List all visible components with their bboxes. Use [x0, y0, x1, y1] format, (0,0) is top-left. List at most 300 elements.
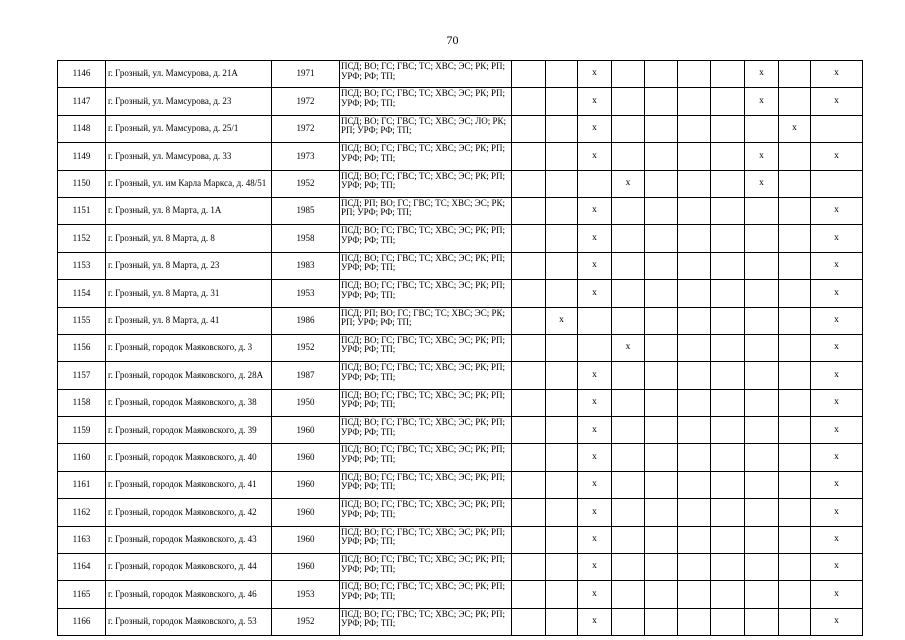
row-mark-3: x [578, 88, 612, 115]
row-mark-2 [546, 389, 578, 416]
row-mark-10: x [811, 280, 863, 307]
table-row [58, 88, 863, 115]
row-mark-6 [678, 61, 711, 88]
row-works: ПСД; ВО; ГС; ГВС; ТС; ХВС; ЭС; РК; РП; УРФ; РФ; ТП; [340, 362, 512, 389]
row-mark-2 [546, 170, 578, 197]
row-mark-10: x [811, 608, 863, 635]
row-mark-9 [779, 526, 811, 553]
row-mark-1 [512, 61, 546, 88]
row-mark-3: x [578, 444, 612, 471]
row-year: 1972 [272, 88, 340, 115]
row-mark-2 [546, 362, 578, 389]
table-row [58, 389, 863, 416]
row-mark-10: x [811, 252, 863, 279]
row-mark-3: x [578, 499, 612, 526]
row-address: г. Грозный, ул. Мамсурова, д. 33 [106, 143, 272, 170]
row-mark-6 [678, 444, 711, 471]
row-works: ПСД; ВО; ГС; ГВС; ТС; ХВС; ЭС; РК; РП; УРФ; РФ; ТП; [340, 143, 512, 170]
row-address: г. Грозный, городок Маяковского, д. 41 [106, 471, 272, 498]
row-address: г. Грозный, ул. 8 Марта, д. 1А [106, 197, 272, 224]
row-mark-5 [645, 499, 678, 526]
row-works: ПСД; ВО; ГС; ГВС; ТС; ХВС; ЭС; РК; РП; УРФ; РФ; ТП; [340, 581, 512, 608]
row-mark-8 [745, 115, 779, 142]
row-mark-5 [645, 280, 678, 307]
row-mark-4 [612, 389, 645, 416]
row-mark-10: x [811, 61, 863, 88]
row-mark-6 [678, 197, 711, 224]
row-number: 1151 [58, 197, 106, 224]
row-mark-9 [779, 581, 811, 608]
row-year: 1985 [272, 197, 340, 224]
row-mark-4: x [612, 334, 645, 361]
row-number: 1166 [58, 608, 106, 635]
row-mark-8 [745, 499, 779, 526]
row-mark-5 [645, 389, 678, 416]
row-mark-1 [512, 225, 546, 252]
row-mark-4 [612, 115, 645, 142]
row-mark-5 [645, 581, 678, 608]
row-mark-4 [612, 499, 645, 526]
row-works: ПСД; ВО; ГС; ГВС; ТС; ХВС; ЭС; РК; РП; УРФ; РФ; ТП; [340, 389, 512, 416]
row-year: 1983 [272, 252, 340, 279]
row-mark-10: x [811, 499, 863, 526]
table-row [58, 608, 863, 635]
row-mark-10: x [811, 389, 863, 416]
row-works: ПСД; ВО; ГС; ГВС; ТС; ХВС; ЭС; РК; РП; УРФ; РФ; ТП; [340, 417, 512, 444]
row-mark-1 [512, 197, 546, 224]
row-mark-10 [811, 170, 863, 197]
row-mark-7 [711, 280, 745, 307]
row-year: 1960 [272, 499, 340, 526]
row-mark-7 [711, 417, 745, 444]
row-mark-1 [512, 526, 546, 553]
row-mark-9 [779, 362, 811, 389]
table-row [58, 307, 863, 334]
row-mark-8 [745, 280, 779, 307]
row-mark-7 [711, 252, 745, 279]
table-row [58, 197, 863, 224]
row-year: 1973 [272, 143, 340, 170]
row-mark-3: x [578, 225, 612, 252]
row-mark-10: x [811, 554, 863, 581]
row-mark-7 [711, 499, 745, 526]
row-mark-9 [779, 280, 811, 307]
table-row [58, 554, 863, 581]
row-number: 1161 [58, 471, 106, 498]
row-year: 1971 [272, 61, 340, 88]
row-mark-2 [546, 225, 578, 252]
row-mark-6 [678, 581, 711, 608]
row-mark-2 [546, 115, 578, 142]
row-mark-4 [612, 526, 645, 553]
row-year: 1952 [272, 334, 340, 361]
row-mark-10: x [811, 526, 863, 553]
row-mark-9 [779, 225, 811, 252]
row-mark-2 [546, 252, 578, 279]
row-number: 1152 [58, 225, 106, 252]
row-mark-4 [612, 280, 645, 307]
row-mark-8: x [745, 170, 779, 197]
row-mark-9 [779, 417, 811, 444]
row-mark-1 [512, 115, 546, 142]
row-mark-7 [711, 471, 745, 498]
row-mark-10: x [811, 307, 863, 334]
row-mark-9 [779, 143, 811, 170]
row-mark-3: x [578, 61, 612, 88]
row-mark-5 [645, 444, 678, 471]
row-mark-6 [678, 88, 711, 115]
table-body [58, 61, 863, 636]
row-mark-6 [678, 362, 711, 389]
table-row [58, 334, 863, 361]
row-works: ПСД; ВО; ГС; ГВС; ТС; ХВС; ЭС; РК; РП; УРФ; РФ; ТП; [340, 280, 512, 307]
row-number: 1146 [58, 61, 106, 88]
row-mark-6 [678, 225, 711, 252]
row-mark-1 [512, 554, 546, 581]
row-number: 1150 [58, 170, 106, 197]
row-mark-2 [546, 608, 578, 635]
row-mark-5 [645, 252, 678, 279]
row-mark-4: x [612, 170, 645, 197]
row-number: 1165 [58, 581, 106, 608]
row-mark-3 [578, 334, 612, 361]
row-number: 1155 [58, 307, 106, 334]
row-mark-10: x [811, 197, 863, 224]
row-mark-5 [645, 526, 678, 553]
row-mark-5 [645, 143, 678, 170]
row-number: 1156 [58, 334, 106, 361]
row-mark-6 [678, 307, 711, 334]
row-mark-7 [711, 444, 745, 471]
row-address: г. Грозный, городок Маяковского, д. 44 [106, 554, 272, 581]
row-mark-8 [745, 362, 779, 389]
row-mark-8 [745, 307, 779, 334]
row-mark-6 [678, 608, 711, 635]
row-mark-2 [546, 61, 578, 88]
row-mark-3: x [578, 581, 612, 608]
row-mark-2 [546, 334, 578, 361]
row-mark-2 [546, 581, 578, 608]
table-row [58, 444, 863, 471]
row-works: ПСД; ВО; ГС; ГВС; ТС; ХВС; ЭС; РК; РП; УРФ; РФ; ТП; [340, 554, 512, 581]
row-mark-1 [512, 280, 546, 307]
row-mark-3: x [578, 115, 612, 142]
row-year: 1958 [272, 225, 340, 252]
row-address: г. Грозный, ул. 8 Марта, д. 41 [106, 307, 272, 334]
row-number: 1149 [58, 143, 106, 170]
row-mark-1 [512, 170, 546, 197]
row-address: г. Грозный, городок Маяковского, д. 39 [106, 417, 272, 444]
table-row [58, 225, 863, 252]
row-year: 1953 [272, 581, 340, 608]
row-mark-4 [612, 362, 645, 389]
row-works: ПСД; ВО; ГС; ГВС; ТС; ХВС; ЭС; РК; РП; УРФ; РФ; ТП; [340, 225, 512, 252]
row-mark-7 [711, 115, 745, 142]
row-mark-6 [678, 471, 711, 498]
row-address: г. Грозный, городок Маяковского, д. 46 [106, 581, 272, 608]
row-mark-9 [779, 444, 811, 471]
row-mark-7 [711, 581, 745, 608]
row-works: ПСД; ВО; ГС; ГВС; ТС; ХВС; ЭС; ЛО; РК; РП; УРФ; РФ; ТП; [340, 115, 512, 142]
row-mark-7 [711, 225, 745, 252]
row-year: 1953 [272, 280, 340, 307]
row-mark-2 [546, 417, 578, 444]
row-mark-6 [678, 554, 711, 581]
row-works: ПСД; ВО; ГС; ГВС; ТС; ХВС; ЭС; РК; РП; УРФ; РФ; ТП; [340, 88, 512, 115]
row-mark-9 [779, 307, 811, 334]
row-mark-2 [546, 499, 578, 526]
row-address: г. Грозный, ул. 8 Марта, д. 23 [106, 252, 272, 279]
row-mark-6 [678, 417, 711, 444]
row-address: г. Грозный, городок Маяковского, д. 38 [106, 389, 272, 416]
row-mark-5 [645, 334, 678, 361]
row-mark-7 [711, 197, 745, 224]
row-mark-2 [546, 88, 578, 115]
row-works: ПСД; ВО; ГС; ГВС; ТС; ХВС; ЭС; РК; РП; УРФ; РФ; ТП; [340, 608, 512, 635]
row-mark-10: x [811, 581, 863, 608]
table-row [58, 252, 863, 279]
row-number: 1163 [58, 526, 106, 553]
row-mark-9 [779, 88, 811, 115]
row-mark-9 [779, 608, 811, 635]
row-mark-8 [745, 471, 779, 498]
row-mark-6 [678, 280, 711, 307]
row-address: г. Грозный, городок Маяковского, д. 42 [106, 499, 272, 526]
row-number: 1153 [58, 252, 106, 279]
row-mark-8 [745, 252, 779, 279]
row-mark-5 [645, 61, 678, 88]
row-mark-4 [612, 197, 645, 224]
row-mark-9 [779, 334, 811, 361]
row-year: 1960 [272, 526, 340, 553]
row-mark-1 [512, 143, 546, 170]
row-year: 1960 [272, 471, 340, 498]
row-works: ПСД; РП; ВО; ГС; ГВС; ТС; ХВС; ЭС; РК; РП; УРФ; РФ; ТП; [340, 307, 512, 334]
row-mark-8: x [745, 143, 779, 170]
row-mark-6 [678, 252, 711, 279]
row-mark-3: x [578, 143, 612, 170]
table-row [58, 362, 863, 389]
row-number: 1148 [58, 115, 106, 142]
row-mark-10: x [811, 88, 863, 115]
table-row [58, 115, 863, 142]
row-address: г. Грозный, городок Маяковского, д. 43 [106, 526, 272, 553]
row-mark-3: x [578, 362, 612, 389]
row-mark-4 [612, 143, 645, 170]
row-mark-7 [711, 61, 745, 88]
row-mark-6 [678, 143, 711, 170]
row-mark-2 [546, 554, 578, 581]
row-mark-10: x [811, 225, 863, 252]
row-mark-4 [612, 225, 645, 252]
row-mark-1 [512, 389, 546, 416]
row-number: 1157 [58, 362, 106, 389]
row-mark-8 [745, 581, 779, 608]
row-mark-2 [546, 471, 578, 498]
row-works: ПСД; ВО; ГС; ГВС; ТС; ХВС; ЭС; РК; РП; УРФ; РФ; ТП; [340, 526, 512, 553]
row-mark-3: x [578, 252, 612, 279]
row-mark-5 [645, 307, 678, 334]
row-mark-7 [711, 389, 745, 416]
row-mark-8 [745, 225, 779, 252]
table-row [58, 526, 863, 553]
row-year: 1960 [272, 417, 340, 444]
row-mark-2 [546, 444, 578, 471]
row-mark-1 [512, 362, 546, 389]
row-mark-3: x [578, 280, 612, 307]
row-mark-3 [578, 170, 612, 197]
table-row [58, 61, 863, 88]
row-year: 1952 [272, 608, 340, 635]
row-mark-3: x [578, 417, 612, 444]
row-works: ПСД; ВО; ГС; ГВС; ТС; ХВС; ЭС; РК; РП; УРФ; РФ; ТП; [340, 334, 512, 361]
table-row [58, 280, 863, 307]
row-mark-4 [612, 444, 645, 471]
row-address: г. Грозный, городок Маяковского, д. 3 [106, 334, 272, 361]
row-mark-5 [645, 197, 678, 224]
table-row [58, 417, 863, 444]
row-mark-8 [745, 608, 779, 635]
row-mark-1 [512, 444, 546, 471]
row-address: г. Грозный, городок Маяковского, д. 28А [106, 362, 272, 389]
row-mark-9 [779, 170, 811, 197]
row-address: г. Грозный, ул. 8 Марта, д. 31 [106, 280, 272, 307]
row-mark-8 [745, 444, 779, 471]
row-year: 1987 [272, 362, 340, 389]
row-mark-8 [745, 197, 779, 224]
row-mark-10: x [811, 417, 863, 444]
row-mark-8 [745, 526, 779, 553]
row-number: 1147 [58, 88, 106, 115]
row-number: 1160 [58, 444, 106, 471]
row-address: г. Грозный, ул. 8 Марта, д. 8 [106, 225, 272, 252]
row-mark-1 [512, 499, 546, 526]
row-mark-4 [612, 417, 645, 444]
row-mark-2 [546, 526, 578, 553]
row-mark-8: x [745, 88, 779, 115]
table-row [58, 581, 863, 608]
row-works: ПСД; ВО; ГС; ГВС; ТС; ХВС; ЭС; РК; РП; УРФ; РФ; ТП; [340, 170, 512, 197]
row-mark-7 [711, 334, 745, 361]
row-mark-5 [645, 554, 678, 581]
row-mark-1 [512, 417, 546, 444]
row-mark-7 [711, 554, 745, 581]
row-mark-3: x [578, 554, 612, 581]
row-mark-2: x [546, 307, 578, 334]
row-works: ПСД; ВО; ГС; ГВС; ТС; ХВС; ЭС; РК; РП; УРФ; РФ; ТП; [340, 444, 512, 471]
row-mark-3: x [578, 608, 612, 635]
row-number: 1159 [58, 417, 106, 444]
row-mark-4 [612, 581, 645, 608]
row-address: г. Грозный, городок Маяковского, д. 53 [106, 608, 272, 635]
row-mark-8 [745, 417, 779, 444]
row-number: 1158 [58, 389, 106, 416]
row-address: г. Грозный, городок Маяковского, д. 40 [106, 444, 272, 471]
row-mark-4 [612, 307, 645, 334]
row-mark-8 [745, 554, 779, 581]
row-mark-1 [512, 581, 546, 608]
row-mark-7 [711, 143, 745, 170]
row-mark-3: x [578, 471, 612, 498]
row-mark-1 [512, 307, 546, 334]
row-mark-10: x [811, 471, 863, 498]
row-mark-4 [612, 608, 645, 635]
table-row [58, 471, 863, 498]
row-address: г. Грозный, ул. им Карла Маркса, д. 48/51 [106, 170, 272, 197]
row-mark-5 [645, 225, 678, 252]
row-mark-10: x [811, 334, 863, 361]
row-mark-2 [546, 197, 578, 224]
row-mark-8: x [745, 61, 779, 88]
row-mark-5 [645, 362, 678, 389]
row-mark-4 [612, 88, 645, 115]
row-year: 1960 [272, 444, 340, 471]
row-mark-7 [711, 362, 745, 389]
page-number: 70 [446, 33, 459, 47]
row-number: 1162 [58, 499, 106, 526]
row-mark-1 [512, 88, 546, 115]
row-mark-7 [711, 170, 745, 197]
row-mark-7 [711, 608, 745, 635]
row-mark-1 [512, 334, 546, 361]
row-mark-9: x [779, 115, 811, 142]
row-address: г. Грозный, ул. Мамсурова, д. 25/1 [106, 115, 272, 142]
row-mark-3: x [578, 389, 612, 416]
row-year: 1950 [272, 389, 340, 416]
row-mark-5 [645, 471, 678, 498]
row-mark-10 [811, 115, 863, 142]
row-mark-3: x [578, 526, 612, 553]
row-year: 1960 [272, 554, 340, 581]
table-row [58, 170, 863, 197]
row-address: г. Грозный, ул. Мамсурова, д. 23 [106, 88, 272, 115]
row-mark-9 [779, 471, 811, 498]
table-row [58, 143, 863, 170]
row-mark-4 [612, 554, 645, 581]
row-address: г. Грозный, ул. Мамсурова, д. 21А [106, 61, 272, 88]
row-year: 1952 [272, 170, 340, 197]
row-mark-9 [779, 554, 811, 581]
row-works: ПСД; РП; ВО; ГС; ГВС; ТС; ХВС; ЭС; РК; РП; УРФ; РФ; ТП; [340, 197, 512, 224]
row-mark-8 [745, 389, 779, 416]
row-mark-3: x [578, 197, 612, 224]
row-mark-9 [779, 389, 811, 416]
table-row [58, 499, 863, 526]
row-mark-6 [678, 115, 711, 142]
row-mark-1 [512, 471, 546, 498]
row-mark-6 [678, 389, 711, 416]
row-mark-9 [779, 61, 811, 88]
row-works: ПСД; ВО; ГС; ГВС; ТС; ХВС; ЭС; РК; РП; УРФ; РФ; ТП; [340, 471, 512, 498]
row-year: 1972 [272, 115, 340, 142]
row-works: ПСД; ВО; ГС; ГВС; ТС; ХВС; ЭС; РК; РП; УРФ; РФ; ТП; [340, 252, 512, 279]
row-mark-4 [612, 252, 645, 279]
row-mark-9 [779, 197, 811, 224]
row-mark-10: x [811, 362, 863, 389]
row-mark-7 [711, 88, 745, 115]
row-mark-5 [645, 170, 678, 197]
row-works: ПСД; ВО; ГС; ГВС; ТС; ХВС; ЭС; РК; РП; УРФ; РФ; ТП; [340, 499, 512, 526]
housing-table [57, 60, 863, 636]
row-mark-4 [612, 61, 645, 88]
row-mark-3 [578, 307, 612, 334]
row-year: 1986 [272, 307, 340, 334]
row-mark-6 [678, 499, 711, 526]
row-number: 1154 [58, 280, 106, 307]
row-mark-8 [745, 334, 779, 361]
row-mark-1 [512, 252, 546, 279]
row-mark-9 [779, 252, 811, 279]
